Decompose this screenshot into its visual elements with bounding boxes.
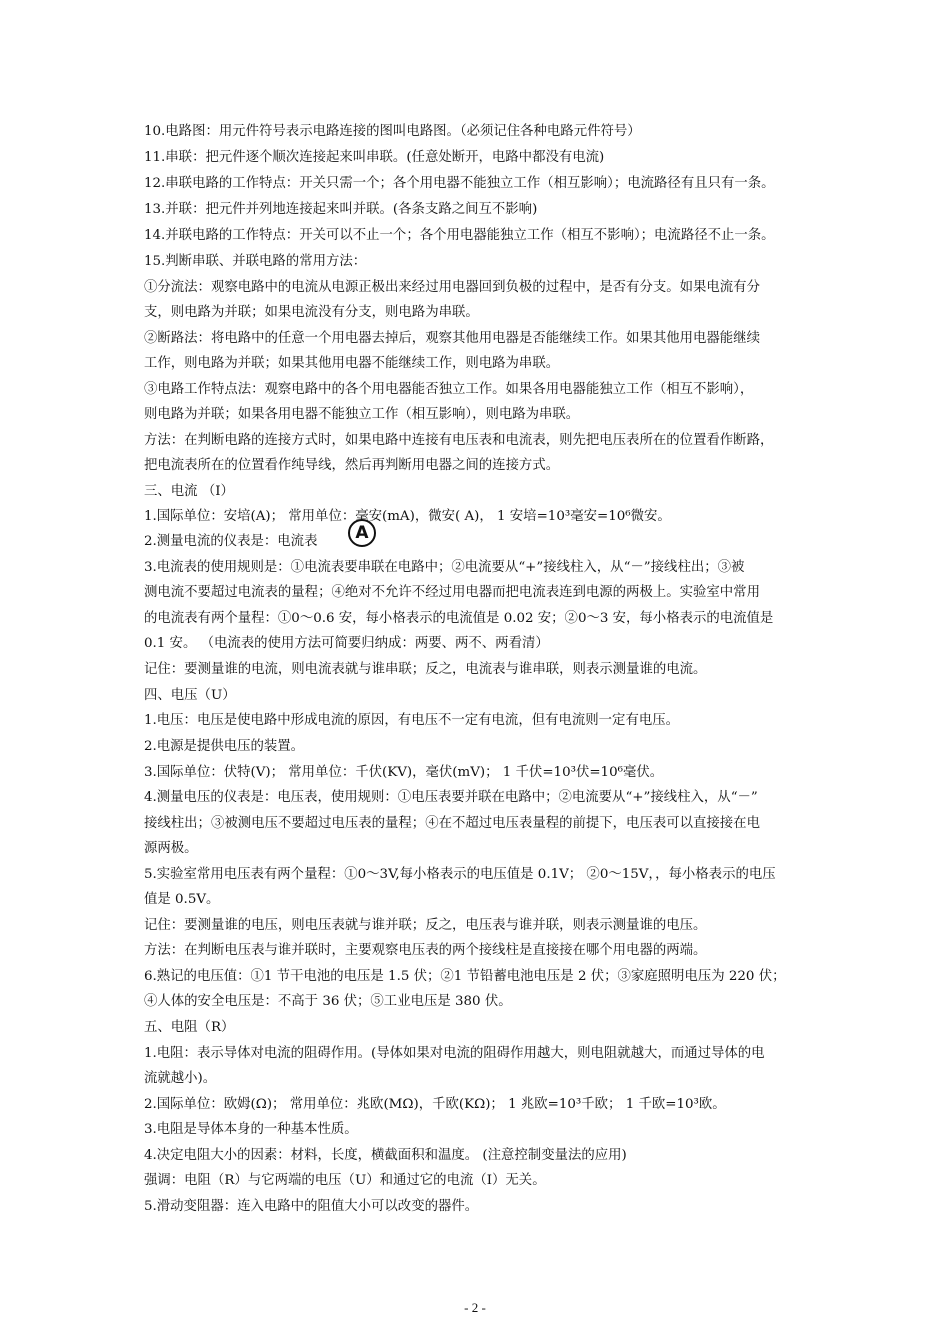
text-line: 4.测量电压的仪表是：电压表，使用规则：①电压表要并联在电路中；②电流要从“+”接线柱入，从“－” <box>144 790 758 805</box>
text-line: ②断路法：将电路中的任意一个用电器去掉后，观察其他用电器是否能继续工作。如果其他用电器能继续 <box>144 331 760 346</box>
text-line: 12.串联电路的工作特点：开关只需一个；各个用电器不能独立工作（相互影响）；电流路径有且只有一条。 <box>144 176 775 191</box>
text-line: 强调：电阻（R）与它两端的电压（U）和通过它的电流（I）无关。 <box>144 1173 546 1188</box>
text-line: 记住：要测量谁的电压，则电压表就与谁并联；反之，电压表与谁并联，则表示测量谁的电压。 <box>144 918 707 933</box>
text-line: 3.电阻是导体本身的一种基本性质。 <box>144 1122 358 1137</box>
text-line: 源两极。 <box>144 841 198 856</box>
text-line: 6.熟记的电压值：①1 节干电池的电压是 1.5 伏；②1 节铅蓄电池电压是 2 伏；③家庭照明电压为 220 伏； <box>144 969 786 984</box>
text-line: 1.国际单位：安培(A)； 常用单位：毫安(mA)，微安( A)， 1 安培=10³毫安=10⁶微安。 <box>144 509 671 524</box>
text-line: 2.测量电流的仪表是：电流表 <box>144 534 318 549</box>
text-line: 3.电流表的使用规则是：①电流表要串联在电路中；②电流要从“+”接线柱入，从“－”接线柱出；③被 <box>144 560 745 575</box>
text-line: 15.判断串联、并联电路的常用方法： <box>144 254 367 269</box>
text-line: 4.决定电阻大小的因素：材料，长度，横截面积和温度。 (注意控制变量法的应用) <box>144 1148 627 1163</box>
text-line: 方法：在判断电路的连接方式时，如果电路中连接有电压表和电流表，则先把电压表所在的位置看作断路， <box>144 433 774 448</box>
text-line: 2.国际单位：欧姆(Ω)； 常用单位：兆欧(MΩ)，千欧(KΩ)； 1 兆欧=10³千欧； 1 千欧=10³欧。 <box>144 1097 726 1112</box>
text-line: 流就越小)。 <box>144 1071 217 1086</box>
text-line: ③电路工作特点法：观察电路中的各个用电器能否独立工作。如果各用电器能独立工作（相互不影响）， <box>144 382 754 397</box>
text-line: 把电流表所在的位置看作纯导线，然后再判断用电器之间的连接方式。 <box>144 458 560 473</box>
text-line: 11.串联：把元件逐个顺次连接起来叫串联。(任意处断开，电路中都没有电流) <box>144 150 605 165</box>
text-line: 五、电阻（R） <box>144 1020 235 1035</box>
text-line: 5.实验室常用电压表有两个量程：①0～3V,每小格表示的电压值是 0.1V； ②0～15V，，每小格表示的电压 <box>144 867 776 882</box>
ammeter-symbol-icon: A <box>348 519 376 547</box>
text-line: ④人体的安全电压是：不高于 36 伏；⑤工业电压是 380 伏。 <box>144 994 512 1009</box>
text-line: 测电流不要超过电流表的量程；④绝对不允许不经过用电器而把电流表连到电源的两极上。实验室中常用 <box>144 585 760 600</box>
text-line: 10.电路图：用元件符号表示电路连接的图叫电路图。（必须记住各种电路元件符号） <box>144 124 641 139</box>
text-line: 四、电压（U） <box>144 688 236 703</box>
text-line: 接线柱出；③被测电压不要超过电压表的量程；④在不超过电压表量程的前提下，电压表可以直接接在电 <box>144 816 760 831</box>
text-line: 支，则电路为并联；如果电流没有分支，则电路为串联。 <box>144 305 479 320</box>
text-line: 值是 0.5V。 <box>144 892 220 907</box>
text-line: 则电路为并联；如果各用电器不能独立工作（相互影响），则电路为串联。 <box>144 407 580 422</box>
text-line: 记住：要测量谁的电流，则电流表就与谁串联；反之，电流表与谁串联，则表示测量谁的电流。 <box>144 662 707 677</box>
text-line: 13.并联：把元件并列地连接起来叫并联。(各条支路之间互不影响) <box>144 202 538 217</box>
text-line: 3.国际单位：伏特(V)； 常用单位：千伏(KV)，毫伏(mV)； 1 千伏=10³伏=10⁶毫伏。 <box>144 765 664 780</box>
text-line: 的电流表有两个量程：①0～0.6 安，每小格表示的电流值是 0.02 安；②0～3 安，每小格表示的电流值是 <box>144 611 774 626</box>
text-line: 2.电源是提供电压的装置。 <box>144 739 305 754</box>
text-line: 方法：在判断电压表与谁并联时，主要观察电压表的两个接线柱是直接接在哪个用电器的两端。 <box>144 943 707 958</box>
text-line: 工作，则电路为并联；如果其他用电器不能继续工作，则电路为串联。 <box>144 356 560 371</box>
text-line: 三、电流 （I） <box>144 484 234 499</box>
text-line: 1.电压：电压是使电路中形成电流的原因，有电压不一定有电流，但有电流则一定有电压。 <box>144 713 680 728</box>
text-line: 14.并联电路的工作特点：开关可以不止一个；各个用电器能独立工作（相互不影响）；电流路径不止一条。 <box>144 228 775 243</box>
text-line: 5.滑动变阻器：连入电路中的阻值大小可以改变的器件。 <box>144 1199 479 1214</box>
text-line: ①分流法：观察电路中的电流从电源正极出来经过用电器回到负极的过程中，是否有分支。如果电流有分 <box>144 280 760 295</box>
text-line: 0.1 安。 （电流表的使用方法可简要归纳成：两要、两不、两看清） <box>144 636 549 651</box>
page-number: - 2 - <box>464 1300 486 1315</box>
text-line: 1.电阻：表示导体对电流的阻碍作用。(导体如果对电流的阻碍作用越大，则电阻就越大，而通过导体的电 <box>144 1046 765 1061</box>
